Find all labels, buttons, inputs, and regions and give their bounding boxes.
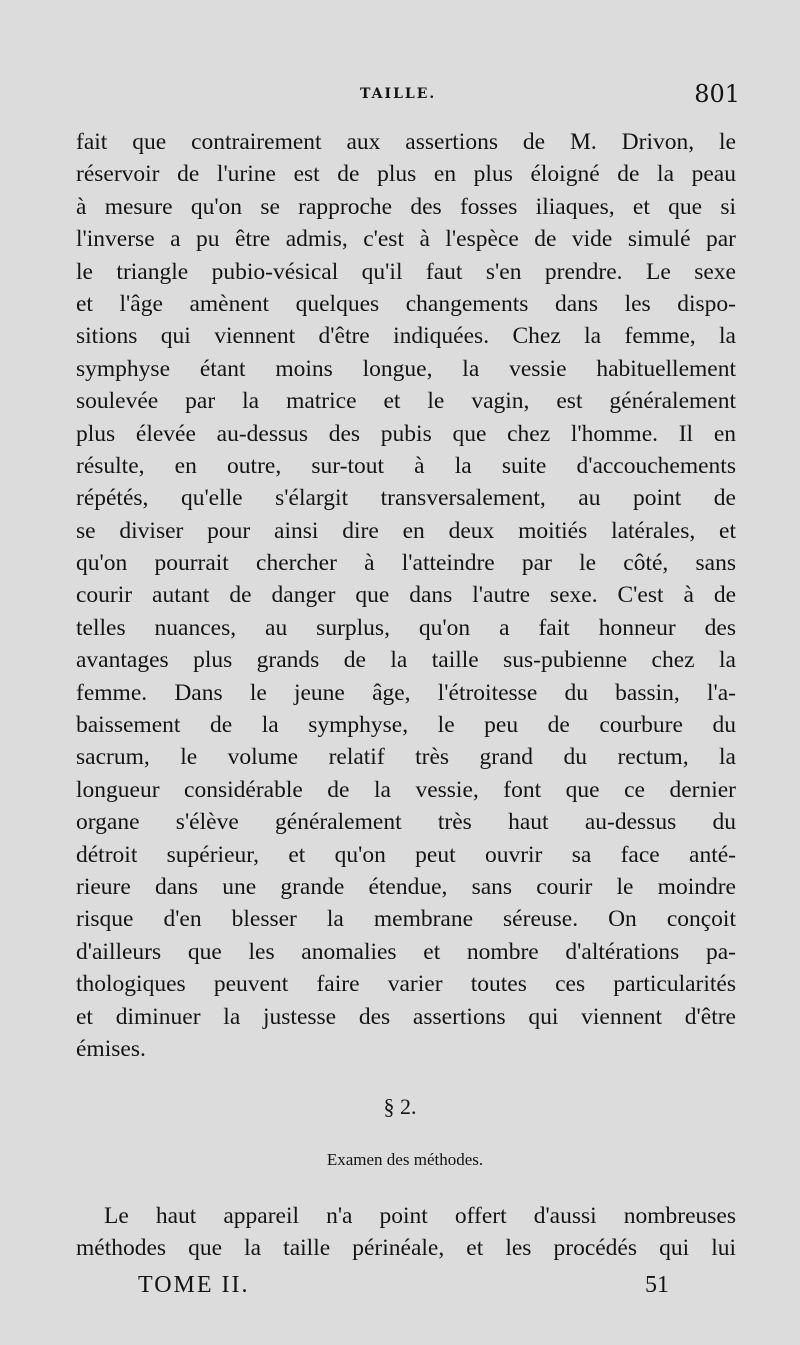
- text-line: thologiques peuvent faire varier toutes ces particularités: [76, 971, 736, 998]
- text-line: sitions qui viennent d'être indiquées. Chez la femme, la: [76, 323, 736, 350]
- text-line: risque d'en blesser la membrane séreuse. On conçoit: [76, 906, 736, 933]
- text-line: l'inverse a pu être admis, c'est à l'espèce de vide simulé par: [76, 226, 736, 253]
- page-number: 801: [694, 80, 740, 108]
- second-paragraph: [76, 1200, 736, 1265]
- text-line: fait que contrairement aux assertions de M. Drivon, le: [76, 129, 736, 155]
- text-line: baissement de la symphyse, le peu de courbure du: [76, 712, 736, 739]
- section-number: § 2.: [383, 1094, 417, 1119]
- text-line: et l'âge amènent quelques changements dans les dispo-: [76, 290, 736, 317]
- text-line: réservoir de l'urine est de plus en plus éloigné de la peau: [76, 161, 736, 188]
- text-line: d'ailleurs que les anomalies et nombre d'altérations pa-: [76, 938, 736, 965]
- running-title: TAILLE.: [360, 86, 437, 102]
- section-title: Examen des méthodes.: [326, 1150, 484, 1169]
- running-head: [0, 80, 800, 110]
- text-line: qu'on pourrait chercher à l'atteindre par le côté, sans: [76, 550, 736, 577]
- text-line: détroit supérieur, et qu'on peut ouvrir sa face anté-: [76, 841, 736, 868]
- text-line: telles nuances, au surplus, qu'on a fait honneur des: [76, 614, 736, 641]
- volume-label: TOME II.: [138, 1272, 250, 1298]
- text-line: avantages plus grands de la taille sus-pubienne chez la: [76, 647, 736, 674]
- text-line: soulevée par la matrice et le vagin, est généralement: [76, 388, 736, 415]
- text-line: se diviser pour ainsi dire en deux moitiés latérales, et: [76, 517, 736, 544]
- text-line: le triangle pubio-vésical qu'il faut s'en prendre. Le sexe: [76, 258, 736, 285]
- text-line: émises.: [76, 1035, 146, 1062]
- page-footer: [0, 1270, 800, 1306]
- signature-mark: 51: [645, 1272, 669, 1298]
- text-line: à mesure qu'on se rapproche des fosses iliaques, et que si: [76, 193, 736, 220]
- text-line: Le haut appareil n'a point offert d'aussi nombreuses: [104, 1203, 736, 1229]
- text-line: courir autant de danger que dans l'autre sexe. C'est à de: [76, 582, 736, 609]
- text-line: résulte, en outre, sur-tout à la suite d'accouchements: [76, 452, 736, 479]
- main-paragraph: [76, 126, 736, 1065]
- text-line: organe s'élève généralement très haut au-dessus du: [76, 809, 736, 836]
- text-line: sacrum, le volume relatif très grand du rectum, la: [76, 744, 736, 771]
- text-line: répétés, qu'elle s'élargit transversalement, au point de: [76, 485, 736, 512]
- text-line: méthodes que la taille périnéale, et les procédés qui lui: [76, 1235, 736, 1262]
- text-line: plus élevée au-dessus des pubis que chez l'homme. Il en: [76, 420, 736, 447]
- text-line: femme. Dans le jeune âge, l'étroitesse du bassin, l'a-: [76, 679, 736, 706]
- text-line: symphyse étant moins longue, la vessie habituellement: [76, 355, 736, 382]
- text-line: rieure dans une grande étendue, sans courir le moindre: [76, 873, 736, 900]
- text-line: et diminuer la justesse des assertions qui viennent d'être: [76, 1003, 736, 1030]
- text-line: longueur considérable de la vessie, font que ce dernier: [76, 776, 736, 803]
